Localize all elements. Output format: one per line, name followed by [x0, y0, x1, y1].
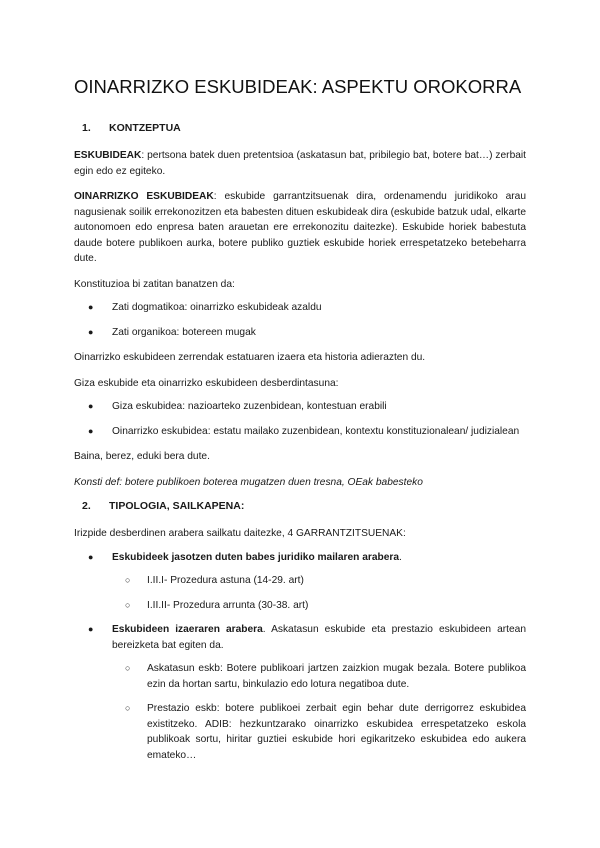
konstituzioa-list [74, 300, 526, 340]
sub-list-item-text: Prestazio eskb: botere publikoei zerbait egin behar dute derrigorrez eskubidea existitzeko. ADIB: hezkuntzarako oinarrizko eskubidea errespetatzeko eskola publikoak sortu, hiritar guztiei eskubide hori egikaritzeko eskubidea edo aukera emateko… [147, 703, 526, 761]
list-item-text: Giza eskubidea: nazioarteko zuzenbidean, kontestuan erabili [112, 401, 387, 412]
section-heading-kontzeptua [74, 122, 526, 134]
definition-term: ESKUBIDEAK [74, 150, 142, 161]
list-item-lead: Eskubideek jasotzen duten babes juridiko mailaren arabera [112, 551, 400, 563]
sub-list-item-text: Askatasun eskb: Botere publikoari jartzen zaizkion mugak bezala. Botere publikoa ezin da hortan sartu, binkulazio edo lotura negatiboa dute. [147, 663, 526, 690]
section-number: 2. [82, 500, 91, 512]
bullet-icon: ● [88, 551, 94, 562]
giza-list [74, 399, 526, 439]
giza-intro: Giza eskubide eta oinarrizko eskubideen desberdintasuna: [74, 377, 339, 389]
list-item-text: Zati organikoa: botereen mugak [112, 326, 256, 338]
list-item [74, 399, 526, 415]
list-item [74, 424, 526, 440]
list-item [74, 300, 526, 316]
document-title: OINARRIZKO ESKUBIDEAK: ASPEKTU OROKORRA [74, 76, 522, 97]
list-item-text: . Askatasun eskubide eta prestazio eskubideen artean bereizketa bat egiten da. [112, 624, 526, 651]
list-item-text: Oinarrizko eskubidea: estatu mailako zuzenbidean, kontextu konstituzionalean/ judizialean [112, 425, 520, 437]
list-item [74, 622, 526, 763]
bullet-icon: ● [88, 624, 94, 634]
hollow-bullet-icon: ○ [125, 575, 131, 585]
sub-list-item [112, 661, 526, 692]
definition-text: : eskubide garrantzitsuenak dira, ordenamendu juridikoko arau nagusienak soilik errekonozitzen eta babesten dituen eskubideak dira (eskubide batzuk udal, elkarte autonomoen edo enpresa baten arauetan ere errekonozitu daitezke). Eskubide horiek babestuta daude botere publikoen aurka, botere publiko guztiek eskubide horiek errespetatzeko betebeharra dute. [74, 191, 526, 264]
list-item-text: Zati dogmatikoa: oinarrizko eskubideak azaldu [112, 302, 322, 313]
section-number: 1. [82, 122, 91, 134]
konstituzioa-intro: Konstituzioa bi zatitan banatzen da: [74, 278, 235, 290]
baina-paragraph: Baina, berez, eduki bera dute. [74, 451, 210, 462]
list-item [74, 325, 526, 341]
definition-eskubideak [74, 148, 526, 179]
zerrenda-paragraph: Oinarrizko eskubideen zerrendak estatuaren izaera eta historia adierazten du. [74, 352, 426, 363]
konsti-def-note: Konsti def: botere publikoen boterea mugatzen duen tresna, OEak babesteko [74, 476, 423, 488]
sub-list [112, 573, 526, 613]
bullet-icon: ● [88, 326, 94, 337]
section-heading-tipologia [74, 500, 526, 512]
list-item-lead: Eskubideen izaeraren arabera [112, 624, 263, 635]
definition-text: : pertsona batek duen pretentsioa (askatasun bat, pribilegio bat, botere bat…) zerbait egin edo ez egiteko. [74, 150, 526, 177]
definition-term: OINARRIZKO ESKUBIDEAK [74, 191, 214, 202]
section-title: TIPOLOGIA, SAILKAPENA: [109, 500, 245, 512]
hollow-bullet-icon: ○ [125, 599, 131, 610]
sub-list-item-text: I.II.I- Prozedura astuna (14-29. art) [147, 575, 304, 586]
definition-oinarrizko-eskubideak [74, 189, 526, 267]
sub-list-item-text: I.II.II- Prozedura arrunta (30-38. art) [147, 599, 309, 611]
hollow-bullet-icon: ○ [125, 663, 131, 673]
sub-list-item [112, 598, 526, 614]
bullet-icon: ● [88, 302, 94, 312]
sub-list-item [112, 701, 526, 763]
tipologia-intro: Irizpide desberdinen arabera sailkatu daitezke, 4 GARRANTZITSUENAK: [74, 528, 406, 539]
tipologia-list [74, 550, 526, 764]
list-item [74, 550, 526, 614]
bullet-icon: ● [88, 401, 94, 411]
bullet-icon: ● [88, 425, 94, 436]
list-item-text: . [399, 551, 402, 563]
sub-list [112, 661, 526, 763]
hollow-bullet-icon: ○ [125, 703, 131, 713]
sub-list-item [112, 573, 526, 589]
section-title: KONTZEPTUA [109, 122, 181, 134]
